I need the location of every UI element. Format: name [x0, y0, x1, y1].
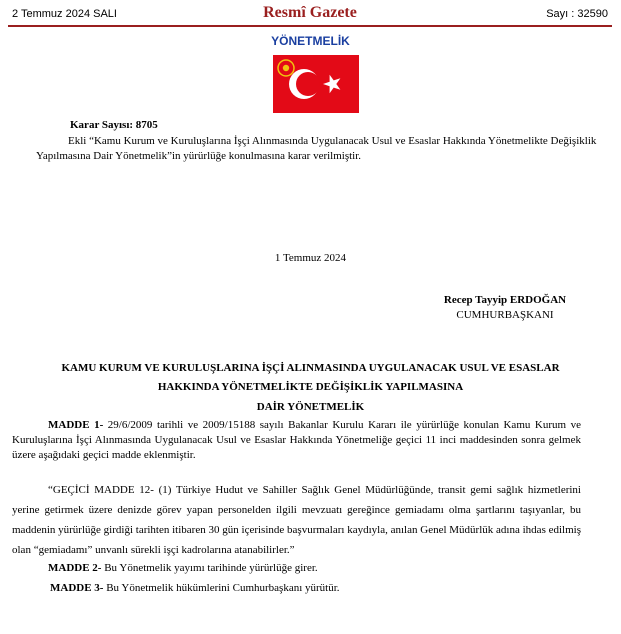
regulation-title-line-1: KAMU KURUM VE KURULUŞLARINA İŞÇİ ALINMASINDA UYGULANACAK USUL VE ESASLAR: [61, 362, 560, 374]
issue-number: Sayı : 32590: [546, 8, 608, 20]
regulation-title-line-2: HAKKINDA YÖNETMELİKTE DEĞİŞİKLİK YAPILMASINA: [157, 381, 464, 393]
section-heading: YÖNETMELİK: [271, 34, 350, 48]
article-2: [48, 561, 318, 576]
signatory-name: Recep Tayyip ERDOĞAN: [443, 294, 567, 306]
article-3: [50, 581, 340, 596]
article-3-label: MADDE 3-: [50, 582, 104, 594]
crescent-inner: [296, 72, 320, 96]
article-3-text: Bu Yönetmelik hükümlerini Cumhurbaşkanı yürütür.: [106, 582, 340, 594]
article-1-label: MADDE 1-: [48, 419, 104, 431]
article-1: [12, 418, 581, 463]
provisional-article-text: “GEÇİCİ MADDE 12- (1) Türkiye Hudut ve Sahiller Sağlık Genel Müdürlüğünde, transit gemi sağlık hizmetlerini yerine getirmek üzere denizde görev yapan personelden ilgili mevzuatı gereğince gemiadamı olma şartlarını taşıyanlar, bu maddenin yürürlüğe girdiği tarihten itibaren 30 gün içerisinde başvurmaları kaydıyla, anılan Genel Müdürlük adına ihdas edilmiş olan “gemiadamı” unvanlı sürekli işçi kadrolarına atanabilirler.”: [12, 484, 581, 556]
article-2-text: Bu Yönetmelik yayımı tarihinde yürürlüğe girer.: [104, 562, 318, 574]
signatory-title: CUMHURBAŞKANI: [456, 309, 554, 321]
sign-date: 1 Temmuz 2024: [274, 252, 347, 264]
gazette-header: [8, 4, 612, 24]
header-rule: [8, 25, 612, 27]
issue-date: 2 Temmuz 2024 SALI: [12, 8, 117, 20]
decision-text: Ekli “Kamu Kurum ve Kuruluşlarına İşçi Alınmasında Uygulanacak Usul ve Esaslar Hakkında Yönetmelikte Değişiklik Yapılmasına Dair Yönetmelik”in yürürlüğe konulmasına karar verilmiştir.: [36, 135, 597, 162]
article-1-text: 29/6/2009 tarihli ve 2009/15188 sayılı Bakanlar Kurulu Kararı ile yürürlüğe konulan Kamu Kurum ve Kuruluşlarına İşçi Alınmasında Uygulanacak Usul ve Esaslar Hakkında Yönetmeliğe geçici 11 inci maddesinden sonra gelmek üzere aşağıdaki geçici madde eklenmiştir.: [12, 419, 581, 461]
regulation-title-line-3: DAİR YÖNETMELİK: [256, 401, 365, 413]
turkish-flag-icon: [273, 55, 359, 113]
provisional-article-12: [12, 480, 581, 560]
article-2-label: MADDE 2-: [48, 562, 102, 574]
gazette-title: Resmî Gazete: [263, 4, 357, 21]
decision-number: Karar Sayısı: 8705: [70, 119, 158, 131]
